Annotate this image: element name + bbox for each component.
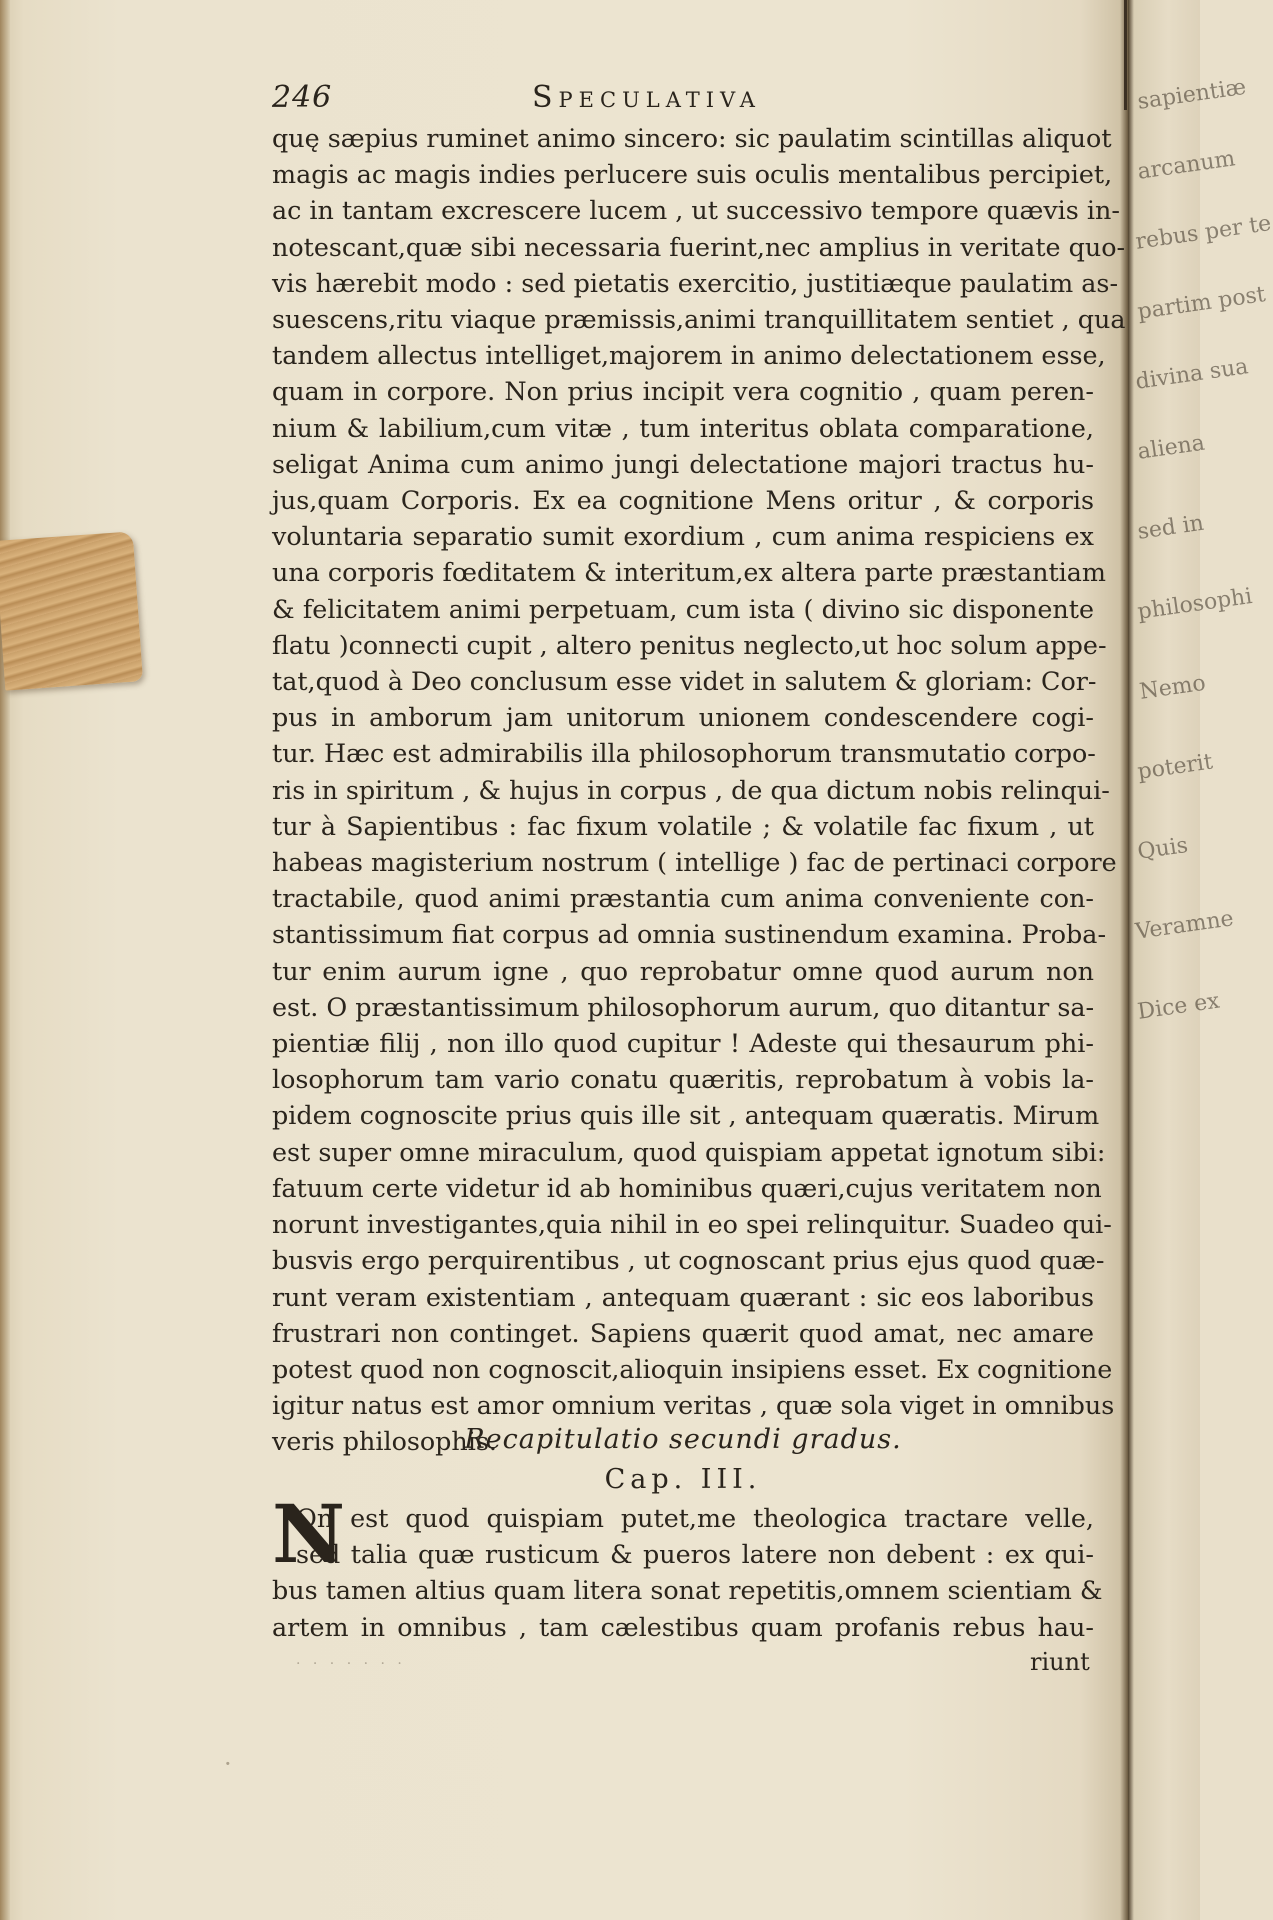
chapter-paragraph [272, 1500, 1103, 1645]
text-line: suescens,ritu viaque præmissis,animi tranquillitatem sentiet , qua [272, 304, 1126, 335]
text-line: ac in tantam excrescere lucem , ut successivo tempore quævis in- [272, 195, 1120, 226]
text-line: On est quod quispiam putet,me theologica tractare velle, [296, 1503, 1094, 1533]
text-line: flatu )connecti cupit , altero penitus neglecto,ut hoc solum appe- [272, 629, 1107, 660]
text-line: vis hærebit modo : sed pietatis exercitio, justitiæque paulatim as- [272, 267, 1119, 298]
text-line: tractabile, quod animi præstantia cum anima conveniente con- [272, 883, 1094, 914]
bleed-text: Nemo [1138, 670, 1208, 705]
bleed-text: Dice ex [1136, 988, 1222, 1025]
text-line: runt veram existentiam , antequam quærant : sic eos laboribus [272, 1281, 1094, 1312]
bleed-text: rebus per te [1134, 210, 1273, 255]
page-header [272, 80, 1092, 120]
bleed-text: arcanum [1136, 146, 1237, 185]
text-line: jus,quam Corporis. Ex ea cognitione Mens oritur , & corporis [272, 485, 1094, 516]
running-title: Speculativa [532, 80, 761, 115]
text-line: quę sæpius ruminet animo sincero: sic paulatim scintillas aliquot [272, 123, 1112, 153]
ink-speck: · [224, 1750, 232, 1778]
text-line: frustrari non continget. Sapiens quærit quod amat, nec amare [272, 1317, 1094, 1348]
text-line: fatuum certe videtur id ab hominibus quæri,cujus veritatem non [272, 1172, 1102, 1203]
page-fold-line [1124, 0, 1127, 110]
text-line: tur. Hæc est admirabilis illa philosophorum transmutatio corpo- [272, 738, 1096, 769]
bleed-text: divina sua [1134, 354, 1250, 395]
text-line: seligat Anima cum animo jungi delectatione majori tractus hu- [272, 448, 1094, 479]
main-paragraph [272, 120, 1126, 1460]
text-line: quam in corpore. Non prius incipit vera cognitio , quam peren- [272, 376, 1094, 407]
section-heading: Recapitulatio secundi gradus. [464, 1424, 902, 1455]
page-number: 246 [272, 80, 333, 115]
text-line: & felicitatem animi perpetuam, cum ista ( divino sic disponente [272, 593, 1094, 624]
bleed-text: Veramne [1134, 906, 1236, 945]
bleed-text: poterit [1136, 749, 1215, 785]
text-line: bus tamen altius quam litera sonat repetitis,omnem scientiam & [272, 1575, 1103, 1606]
text-line: tur enim aurum igne , quo reprobatur omne quod aurum non [272, 955, 1094, 986]
text-line: pidem cognoscite prius quis ille sit , antequam quæratis. Mirum [272, 1100, 1100, 1131]
text-line: voluntaria separatio sumit exordium , cum anima respiciens ex [272, 521, 1094, 552]
drop-cap: N [272, 1487, 346, 1581]
text-line: norunt investigantes,quia nihil in eo spei relinquitur. Suadeo qui- [272, 1209, 1112, 1240]
bleed-text: sapientiæ [1136, 74, 1248, 115]
catchword: riunt [1030, 1648, 1090, 1676]
text-line: est super omne miraculum, quod quispiam appetat ignotum sibi: [272, 1136, 1106, 1167]
bleed-text: sed in [1136, 510, 1206, 545]
text-line: igitur natus est amor omnium veritas , quæ sola viget in omnibus [272, 1390, 1115, 1421]
text-line: habeas magisterium nostrum ( intellige ) fac de pertinaci corpore [272, 847, 1117, 878]
text-line: stantissimum fiat corpus ad omnia sustinendum examina. Proba- [272, 919, 1107, 950]
chapter-heading: Cap. III. [604, 1464, 762, 1495]
bleed-text: philosophi [1136, 583, 1254, 625]
facing-page-edge [1128, 0, 1273, 1920]
text-line: ris in spiritum , & hujus in corpus , de qua dictum nobis relinqui- [272, 774, 1110, 805]
text-line: tandem allectus intelliget,majorem in animo delectationem esse, [272, 340, 1106, 371]
text-line: notescant,quæ sibi necessaria fuerint,nec amplius in veritate quo- [272, 231, 1126, 262]
bleed-text: Quis [1136, 832, 1190, 865]
faint-show-through: · · · · · · · [296, 1656, 406, 1672]
page-gutter-edge [0, 0, 10, 1920]
text-line: nium & labilium,cum vitæ , tum interitus oblata comparatione, [272, 412, 1094, 443]
text-line: est. O præstantissimum philosophorum aurum, quo ditantur sa- [272, 991, 1095, 1022]
text-line: pientiæ filij , non illo quod cupitur ! Adeste qui thesaurum phi- [272, 1028, 1094, 1059]
text-line: pus in amborum jam unitorum unionem condescendere cogi- [272, 702, 1094, 733]
text-line: magis ac magis indies perlucere suis oculis mentalibus percipiet, [272, 159, 1113, 190]
text-line: busvis ergo perquirentibus , ut cognoscant prius ejus quod quæ- [272, 1245, 1105, 1276]
text-line: tat,quod à Deo conclusum esse videt in salutem & gloriam: Cor- [272, 666, 1097, 697]
text-line: sed talia quæ rusticum & pueros latere non debent : ex qui- [296, 1539, 1094, 1570]
text-line: una corporis fœditatem & interitum,ex altera parte præstantiam [272, 557, 1106, 588]
bleed-text: aliena [1136, 430, 1207, 465]
wooden-bookmark [0, 531, 143, 690]
text-line: losophorum tam vario conatu quæritis, reprobatum à vobis la- [272, 1064, 1094, 1095]
text-line: artem in omnibus , tam cælestibus quam profanis rebus hau- [272, 1611, 1094, 1642]
bleed-text: partim post [1136, 282, 1268, 325]
text-line: tur à Sapientibus : fac fixum volatile ; & volatile fac fixum , ut [272, 810, 1094, 841]
text-line: veris philosophis. [272, 1426, 498, 1457]
text-line: potest quod non cognoscit,alioquin insipiens esset. Ex cognitione [272, 1353, 1113, 1384]
